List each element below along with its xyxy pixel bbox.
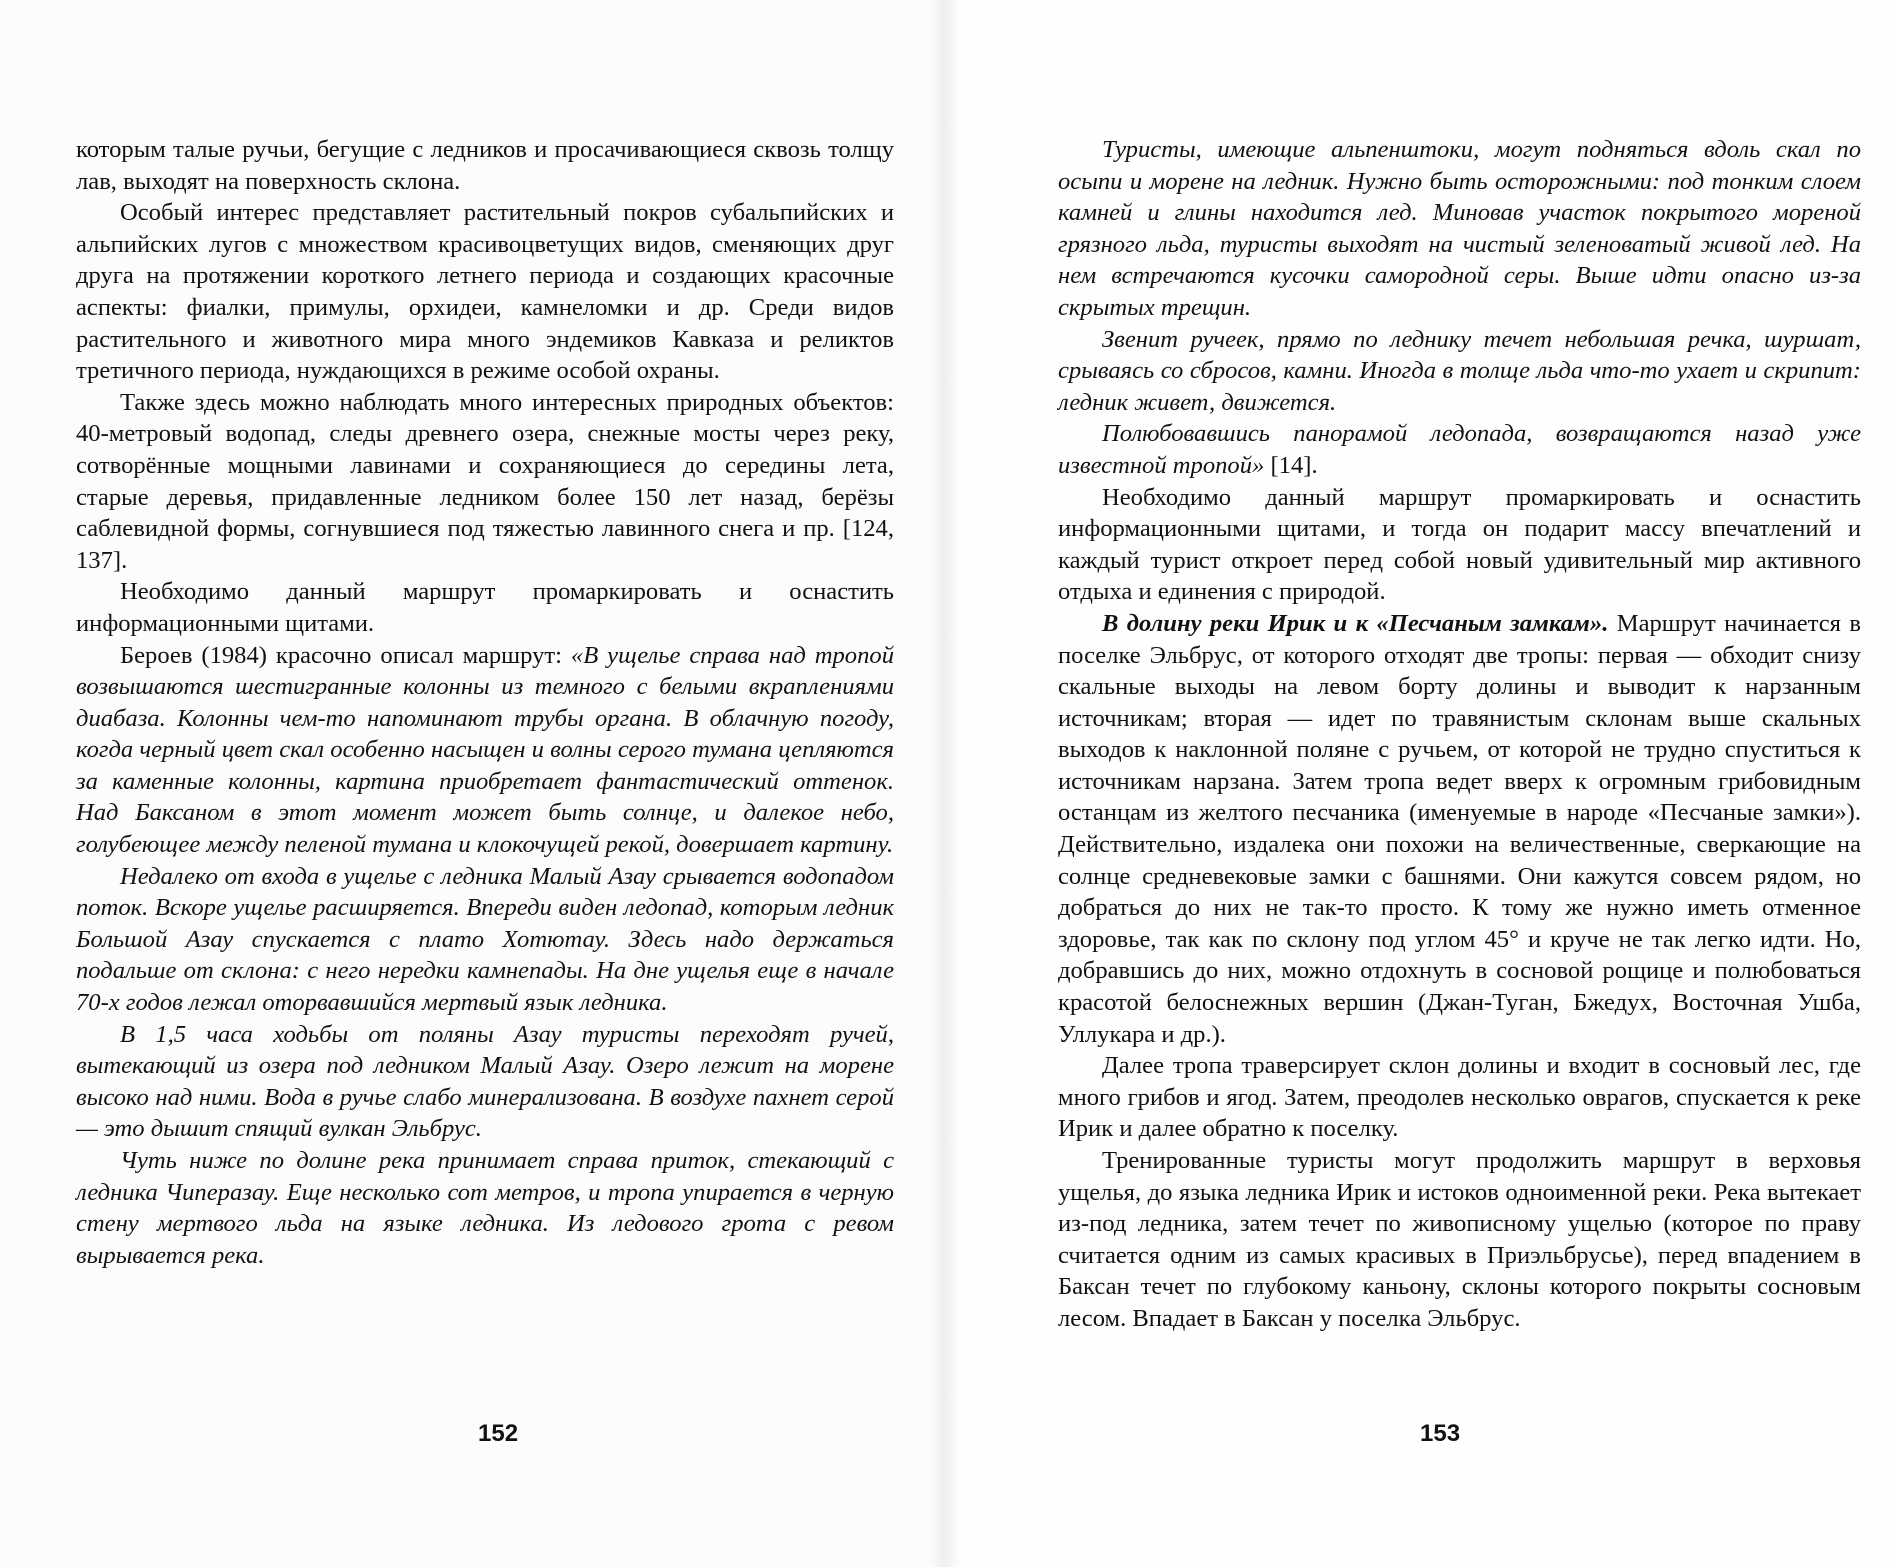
paragraph: Необходимо данный маршрут промаркировать и оснастить информационными щитами. [76,578,894,637]
quote-paragraph: В 1,5 часа ходьбы от поляны Азау туристы переходят ручей, вытекающий из озера под ледником Малый Азау. Озеро лежит на морене высоко над ними. Вода в ручье слабо минерализована. В воздухе пахнет серой — это дышит спящий вулкан Эльбрус. [76,1020,894,1143]
section-heading: В долину реки Ирик и к «Песчаным замкам». [1102,609,1609,637]
paragraph: Далее тропа траверсирует склон долины и входит в сосновый лес, где много грибов и ягод. Затем, преодолев несколько оврагов, спускается к реке Ирик и далее обратно к поселку. [1058,1052,1861,1143]
page-number: 153 [1420,1420,1461,1447]
page-number: 152 [478,1420,519,1447]
paragraph [76,640,894,861]
quote-paragraph: Чуть ниже по долине река принимает справа приток, стекающий с ледника Чиперазау. Еще несколько сот метров, и тропа упирается в черную стену мертвого льда на языке ледника. Из ледового грота с ревом вырывается река. [76,1147,894,1269]
quote-paragraph: Недалеко от входа в ущелье с ледника Малый Азау срывается водопадом поток. Вскоре ущелье расширяется. Впереди виден ледопад, которым ледник Большой Азау спускается с плато Хотютау. Здесь надо держаться подальше от склона: с него нередки камнепады. На дне ущелья еще в начале 70-х годов лежал оторвавшийся мертвый язык ледника. [76,862,894,1017]
book-gutter [930,0,960,1567]
paragraph: Особый интерес представляет растительный покров субальпийских и альпийских лугов с множеством красивоцветущих видов, сменяющих друг друга на протяжении короткого летнего периода и создающих красочные аспекты: фиалки, примулы, орхидеи, камнеломки и др. Среди видов растительного и животного мира много эндемиков Кавказа и реликтов третичного периода, нуждающихся в режиме особой охраны. [76,199,894,385]
paragraph: Необходимо данный маршрут промаркировать и оснастить информационными щитами, и тогда он подарит массу впечатлений и каждый турист откроет перед собой новый удивительный мир активного отдыха и единения с природой. [1058,483,1861,606]
paragraph [1058,608,1861,1050]
citation: [14]. [1264,451,1318,479]
quote-text: «В ущелье справа над тропой возвышаются шестигранные колонны из темного с белыми вкраплениями диабаза. Колонны чем-то напоминают трубы органа. В облачную погоду, когда черный цвет скал особенно насыщен и волны серого тумана цепляются за каменные колонны, картина приобретает фантастический оттенок. Над Баксаном в этот момент может быть солнце, и далекое небо, голубеющее между пеленой тумана и клокочущей рекой, довершает картину. [76,641,894,859]
right-page-text [1058,134,1861,1335]
quote-text: Полюбовавшись панорамой ледопада, возвращаются назад уже известной тропой» [1058,420,1861,479]
paragraph [1058,418,1861,481]
left-page-text [76,134,894,1271]
paragraph: Тренированные туристы могут продолжить маршрут в верховья ущелья, до языка ледника Ирик и истоков одноименной реки. Река вытекает из-под ледника, затем течет по живописному ущелью (которое по праву считается одним из самых красивых в Приэльбрусье), перед впадением в Баксан течет по глубокому каньону, склоны которого покрыты сосновым лесом. Впадает в Баксан у поселка Эльбрус. [1058,1147,1861,1332]
paragraph-lead: Бероев (1984) красочно описал маршрут: [120,641,571,669]
paragraph: Также здесь можно наблюдать много интересных природных объектов: 40-метровый водопад, следы древнего озера, снежные мосты через реку, сотворённые мощными лавинами и сохраняющиеся до середины лета, старые деревья, придавленные ледником более 150 лет назад, берёзы саблевидной формы, согнувшиеся под тяжестью лавинного снега и пр. [124, 137]. [76,388,894,574]
paragraph-body: Маршрут начинается в поселке Эльбрус, от которого отходят две тропы: первая — обходит снизу скальные выходы на левом борту долины и выводит к нарзанным источникам; вторая — идет по травянистым склонам выше скальных выходов к наклонной поляне с ручьем, от которой не трудно спуститься к источникам нарзана. Затем тропа ведет вверх к огромным грибовидным останцам из желтого песчаника (именуемые в народе «Песчаные замки»). Действительно, издалека они похожи на величественные, сверкающие на солнце средневековые замки с башнями. Они кажутся совсем рядом, но добраться до них не так-то просто. К тому же нужно иметь отменное здоровье, так как по склону под углом 45° и круче не так легко идти. Но, добравшись до них, можно отдохнуть в сосновой рощице и полюбоваться красотой белоснежных вершин (Джан-Туган, Бжедух, Восточная Ушба, Уллукара и др.). [1058,609,1861,1048]
quote-paragraph: Звенит ручеек, прямо по леднику течет небольшая речка, шуршат, срываясь со сбросов, камни. Иногда в толще льда что-то ухает и скрипит: ледник живет, движется. [1058,325,1861,416]
left-page [0,0,944,1567]
quote-paragraph: Туристы, имеющие альпенштоки, могут подняться вдоль скал по осыпи и морене на ледник. Нужно быть осторожными: под тонким слоем камней и глины находится лед. Миновав участок покрытого мореной грязного льда, туристы выходят на чистый зеленоватый живой лед. На нем встречаются кусочки самородной серы. Выше идти опасно из-за скрытых трещин. [1058,136,1861,321]
paragraph: которым талые ручьи, бегущие с ледников и просачивающиеся сквозь толщу лав, выходят на поверхность склона. [76,136,894,195]
right-page [944,0,1889,1567]
